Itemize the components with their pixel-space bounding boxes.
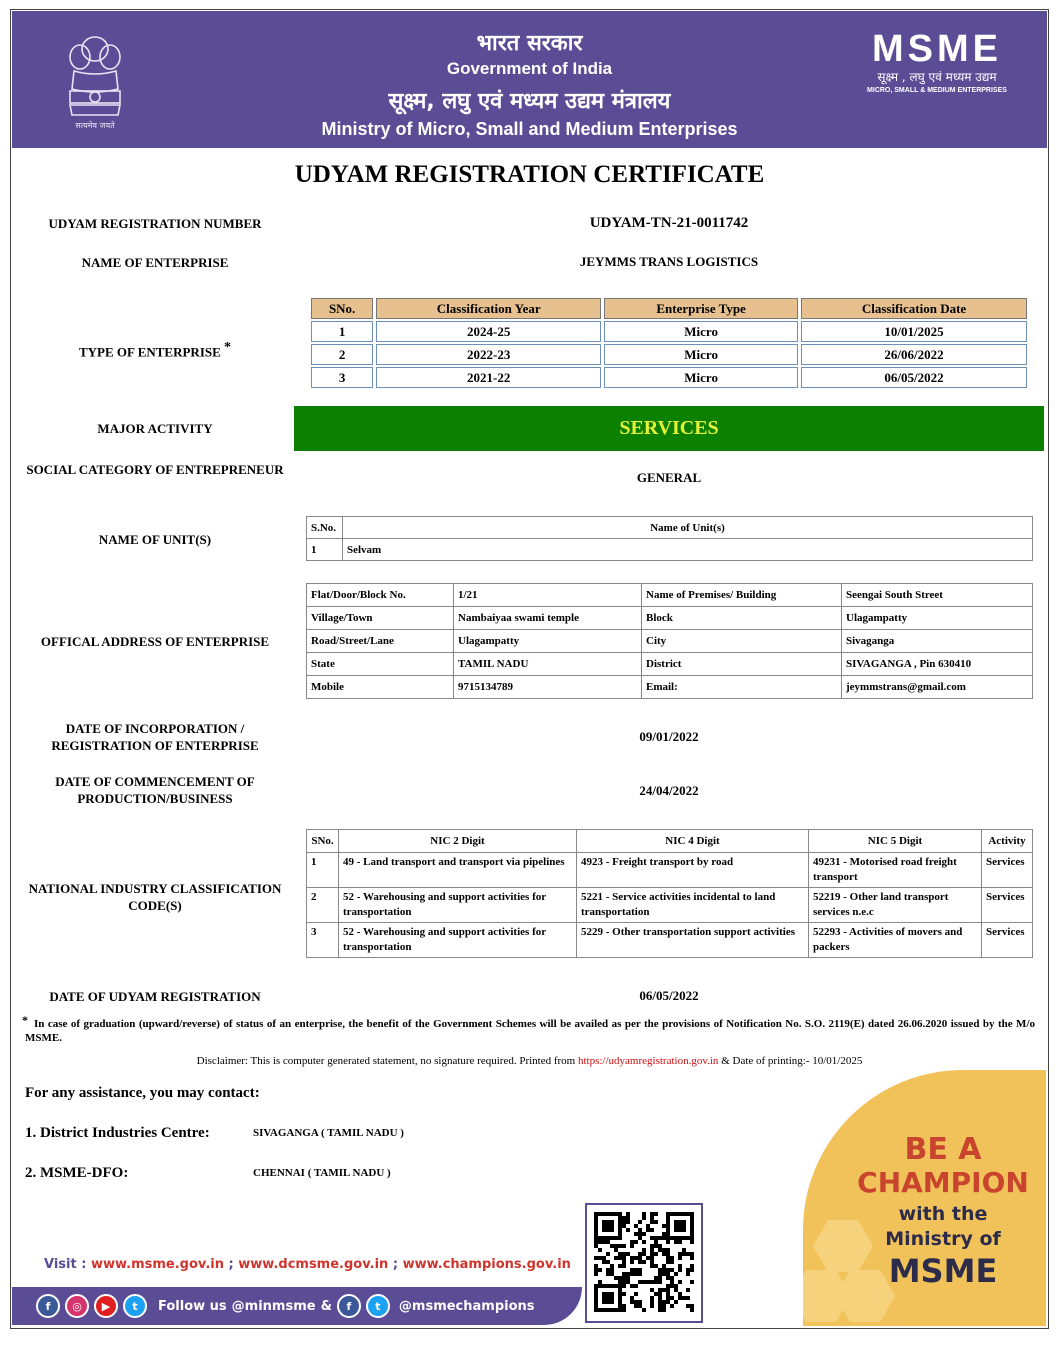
cls-cell: 10/01/2025 [801,321,1027,342]
nic-cell: 49 - Land transport and transport via pipelines [339,853,577,888]
nic-cell: Services [982,923,1033,958]
cls-header-date: Classification Date [801,298,1027,319]
cls-header-sno: SNo. [311,298,373,319]
units-cell: 1 [307,539,343,561]
commencement-date-value: 24/04/2022 [639,783,699,798]
cls-cell: 2021-22 [376,367,601,388]
table-row [307,584,1033,607]
reg-number-value: UDYAM-TN-21-0011742 [589,215,749,231]
address-cell: Ulagampatty [842,607,1033,630]
commencement-date-label: DATE OF COMMENCEMENT OF PRODUCTION/BUSINESS [55,774,255,806]
table-row [307,923,1033,958]
cls-cell: 1 [311,321,373,342]
dic-value: SIVAGANGA ( TAMIL NADU ) [253,1127,404,1139]
follow-us-row [36,1294,535,1318]
address-cell: Email: [642,676,842,699]
major-activity-label: MAJOR ACTIVITY [97,421,213,436]
msme-logo-hindi: सूक्ष्म , लघु एवं मध्यम उद्यम [877,70,997,84]
handle-msmechampions: @msmechampions [398,1298,535,1314]
nic-cell: 49231 - Motorised road freight transport [809,853,982,888]
nic-cell: Services [982,853,1033,888]
header-hindi-government: भारत सरकार [476,31,583,56]
nic-header-4digit: NIC 4 Digit [577,830,809,853]
visit-links [44,1257,571,1272]
cls-cell: 2 [311,344,373,365]
social-category-value: GENERAL [636,470,702,485]
certificate-title: UDYAM REGISTRATION CERTIFICATE [294,161,765,188]
enterprise-type-label-text: TYPE OF ENTERPRISE [78,344,221,360]
nic-cell: 52 - Warehousing and support activities for transportation [339,888,577,923]
cls-cell: 2024-25 [376,321,601,342]
champions-website-link[interactable]: www.champions.gov.in [402,1257,571,1272]
dfo-value: CHENNAI ( TAMIL NADU ) [253,1167,391,1179]
table-row [307,853,1033,888]
address-cell: TAMIL NADU [454,653,642,676]
emblem-caption: सत्यमेव जयते [75,121,115,130]
enterprise-name-label: NAME OF ENTERPRISE [81,255,229,270]
qr-code-icon [587,1205,701,1321]
incorporation-date-label: DATE OF INCORPORATION / REGISTRATION OF ENTERPRISE [51,721,259,753]
cls-cell: Micro [604,367,798,388]
address-cell: District [642,653,842,676]
nic-label: NATIONAL INDUSTRY CLASSIFICATION CODE(S) [28,881,282,913]
social-category-label: SOCIAL CATEGORY OF ENTREPRENEUR [26,462,284,477]
table-row [311,367,1027,388]
nic-cell: 4923 - Freight transport by road [577,853,809,888]
units-header-name: Name of Unit(s) [343,517,1033,539]
nic-header-sno: SNo. [307,830,339,853]
header-hindi-ministry: सूक्ष्म, लघु एवं मध्यम उद्यम मंत्रालय [388,89,671,114]
champion-text-ministry: Ministry of [885,1228,1001,1250]
udyam-date-label: DATE OF UDYAM REGISTRATION [49,989,261,1004]
classification-table [308,296,1030,390]
footnote-text: In case of graduation (upward/reverse) of status of an enterprise, the benefit of the Government Schemes will be availed as per the provisions of Notification No. S.O. 2119(E) dated 26.06.2020 issued by the M/o MSME. [25,1018,1035,1044]
dcmsme-website-link[interactable]: www.dcmsme.gov.in [238,1257,389,1272]
cls-cell: 26/06/2022 [801,344,1027,365]
msme-logo [857,29,1017,97]
table-row [307,653,1033,676]
udyam-portal-link[interactable]: https://udyamregistration.gov.in [577,1055,719,1067]
table-row [311,344,1027,365]
handle-ampersand: & [320,1298,332,1314]
address-cell: Ulagampatty [454,630,642,653]
units-header-sno: S.No. [307,517,343,539]
address-cell: City [642,630,842,653]
cls-cell: 2022-23 [376,344,601,365]
nic-cell: 52 - Warehousing and support activities for transportation [339,923,577,958]
assistance-heading: For any assistance, you may contact: [25,1085,260,1101]
nic-table [306,829,1033,958]
visit-label: Visit : [44,1257,87,1272]
address-cell: State [307,653,454,676]
visit-separator: ; [392,1257,399,1272]
cls-cell: Micro [604,344,798,365]
address-label: OFFICAL ADDRESS OF ENTERPRISE [40,634,270,649]
msme-website-link[interactable]: www.msme.gov.in [90,1257,224,1272]
units-label: NAME OF UNIT(S) [98,532,212,547]
email-link[interactable]: jeymmstrans@gmail.com [842,676,1033,699]
cls-header-type: Enterprise Type [604,298,798,319]
address-table [306,583,1033,699]
champion-text-with-the: with the [898,1203,988,1225]
nic-cell: Services [982,888,1033,923]
address-cell: Village/Town [307,607,454,630]
cls-header-year: Classification Year [376,298,601,319]
address-cell: 1/21 [454,584,642,607]
address-cell: Name of Premises/ Building [642,584,842,607]
enterprise-type-star: * [224,340,232,355]
nic-header-5digit: NIC 5 Digit [809,830,982,853]
nic-cell: 2 [307,888,339,923]
nic-cell: 52293 - Activities of movers and packers [809,923,982,958]
msme-logo-subtitle: MICRO, SMALL & MEDIUM ENTERPRISES [867,87,1007,94]
reg-number-label: UDYAM REGISTRATION NUMBER [48,216,262,231]
table-row [307,539,1033,561]
incorporation-date-value: 09/01/2022 [639,729,699,744]
champion-text-msme: MSME [888,1252,998,1290]
disclaimer [0,1055,1059,1067]
facebook-icon[interactable]: f [36,1294,60,1318]
nic-cell: 3 [307,923,339,958]
qr-code [585,1203,703,1323]
table-row [307,888,1033,923]
header-banner [12,11,1047,148]
twitter-icon[interactable]: t [366,1294,390,1318]
enterprise-name-value: JEYMMS TRANS LOGISTICS [579,254,759,269]
cls-cell: Micro [604,321,798,342]
dic-label: 1. District Industries Centre: [25,1125,210,1141]
handle-minmsme: @minmsme [231,1298,316,1314]
units-cell: Selvam [343,539,1033,561]
youtube-icon[interactable]: ▶ [94,1294,118,1318]
table-row [307,630,1033,653]
nic-cell: 52219 - Other land transport services n.e.c [809,888,982,923]
graduation-footnote [22,1013,1035,1045]
enterprise-type-label [25,339,285,360]
cls-cell: 3 [311,367,373,388]
units-table [306,516,1033,561]
address-cell: Mobile [307,676,454,699]
disclaimer-text: Disclaimer: This is computer generated statement, no signature required. Printed from [196,1055,576,1067]
udyam-date-value: 06/05/2022 [639,988,699,1003]
table-row [311,321,1027,342]
facebook-icon[interactable]: f [337,1294,361,1318]
address-cell: Nambaiyaa swami temple [454,607,642,630]
nic-cell: 5229 - Other transportation support activities [577,923,809,958]
visit-separator: ; [228,1257,234,1272]
major-activity-value: SERVICES [294,406,1044,451]
instagram-icon[interactable]: ◎ [65,1294,89,1318]
table-row [307,676,1033,699]
dfo-label: 2. MSME-DFO: [25,1165,129,1181]
nic-cell: 1 [307,853,339,888]
address-cell: Seengai South Street [842,584,1033,607]
address-cell: 9715134789 [454,676,642,699]
msme-logo-text: MSME [872,28,1002,70]
header-government-of-india: Government of India [446,59,613,78]
nic-header-2digit: NIC 2 Digit [339,830,577,853]
nic-cell: 5221 - Service activities incidental to land transportation [577,888,809,923]
address-cell: Sivaganga [842,630,1033,653]
cls-cell: 06/05/2022 [801,367,1027,388]
printing-date-text: & Date of printing:- 10/01/2025 [721,1055,863,1067]
champion-text-champion: CHAMPION [857,1166,1029,1199]
follow-us-text: Follow us [158,1298,227,1314]
address-cell: SIVAGANGA , Pin 630410 [842,653,1033,676]
footnote-star: * [22,1013,28,1027]
champion-text-be-a: BE A [904,1132,982,1167]
table-row [307,607,1033,630]
address-cell: Flat/Door/Block No. [307,584,454,607]
twitter-icon[interactable]: t [123,1294,147,1318]
address-cell: Block [642,607,842,630]
nic-header-activity: Activity [982,830,1033,853]
header-ministry-name: Ministry of Micro, Small and Medium Enterprises [321,119,738,139]
address-cell: Road/Street/Lane [307,630,454,653]
